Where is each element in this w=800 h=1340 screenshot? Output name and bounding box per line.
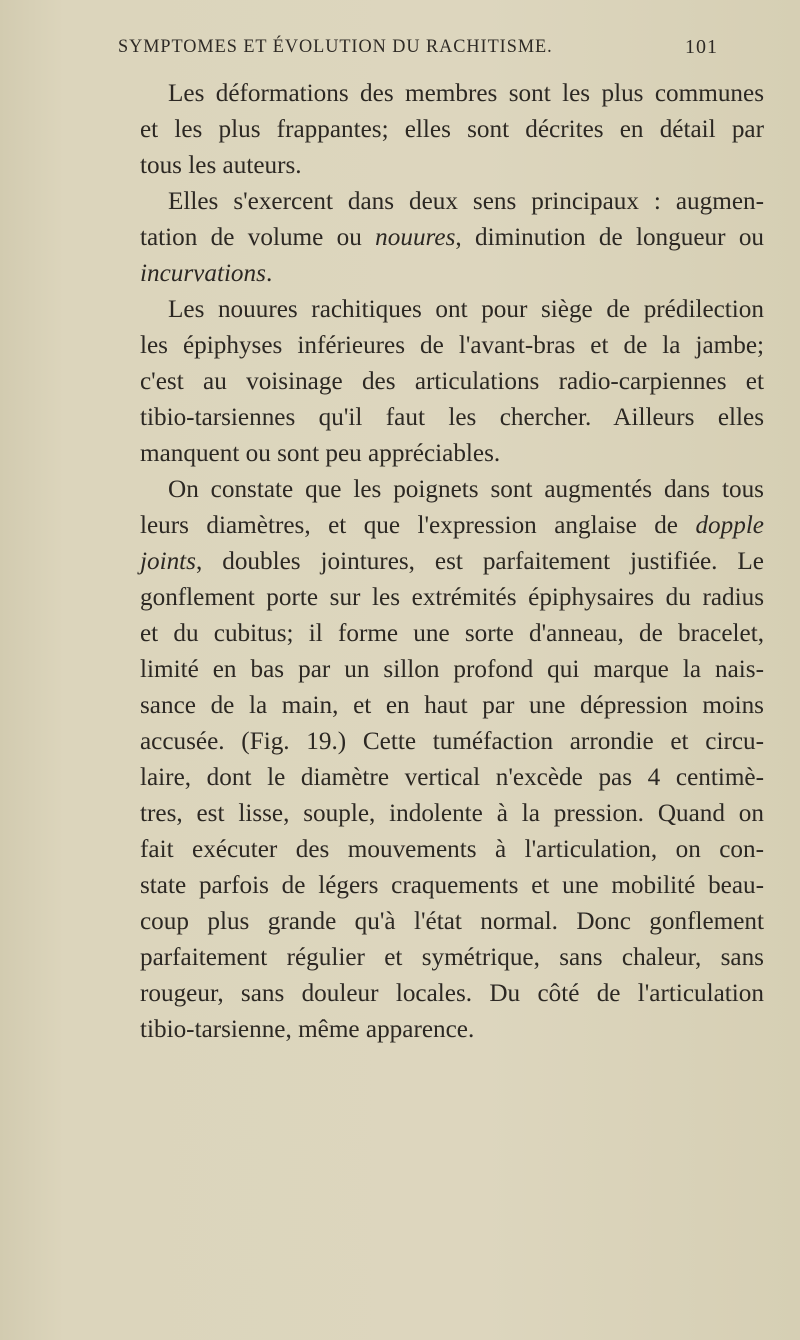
italic-term: dopple xyxy=(695,512,764,539)
text-line xyxy=(140,148,764,184)
text-line xyxy=(140,940,764,976)
text-run: gonflement porte sur les extrémités épiphysaires du radius xyxy=(140,584,764,611)
text-run: rougeur, sans douleur locales. Du côté de l'articulation xyxy=(140,980,764,1007)
text-run: les épiphyses inférieures de l'avant-bras et de la jambe; xyxy=(140,332,764,359)
body-text xyxy=(140,76,764,1048)
text-run: manquent ou sont peu appréciables. xyxy=(140,440,501,467)
text-line xyxy=(140,76,764,112)
italic-term: incurvations xyxy=(140,260,266,287)
text-run: Les nouures rachitiques ont pour siège de prédilection xyxy=(168,296,764,323)
text-run: Les déformations des membres sont les plus communes xyxy=(168,80,764,107)
text-line xyxy=(140,616,764,652)
text-run: leurs diamètres, et que l'expression anglaise de xyxy=(140,512,696,539)
italic-term: nouures xyxy=(375,224,456,251)
text-run: sance de la main, et en haut par une dépression moins xyxy=(140,692,764,719)
text-run: tibio-tarsienne, même apparence. xyxy=(140,1016,475,1043)
text-run: , diminution de longueur ou xyxy=(455,224,765,251)
text-line xyxy=(140,1012,764,1048)
text-line xyxy=(140,760,764,796)
text-line xyxy=(140,472,764,508)
text-line xyxy=(140,292,764,328)
text-line xyxy=(140,184,764,220)
text-run: parfaitement régulier et symétrique, sans chaleur, sans xyxy=(140,944,764,971)
text-run: c'est au voisinage des articulations radio-carpiennes et xyxy=(140,368,764,395)
text-run: tibio-tarsiennes qu'il faut les chercher. Ailleurs elles xyxy=(140,404,764,431)
text-line xyxy=(140,976,764,1012)
text-line xyxy=(140,904,764,940)
text-run: tous les auteurs. xyxy=(140,152,302,179)
text-line xyxy=(140,580,764,616)
text-line xyxy=(140,652,764,688)
text-run: et les plus frappantes; elles sont décrites en détail par xyxy=(140,116,764,143)
running-header xyxy=(118,36,718,68)
text-run: tres, est lisse, souple, indolente à la pression. Quand on xyxy=(140,800,764,827)
text-run: accusée. (Fig. 19.) Cette tuméfaction arrondie et circu- xyxy=(140,728,764,755)
text-line xyxy=(140,112,764,148)
text-run: fait exécuter des mouvements à l'articulation, on con- xyxy=(140,836,764,863)
text-line xyxy=(140,328,764,364)
text-run: On constate que les poignets sont augmentés dans tous xyxy=(168,476,764,503)
text-line xyxy=(140,364,764,400)
text-run: state parfois de légers craquements et une mobilité beau- xyxy=(140,872,764,899)
italic-term: joints xyxy=(140,548,196,575)
text-line xyxy=(140,688,764,724)
text-run: , doubles jointures, est parfaitement justifiée. Le xyxy=(195,548,764,575)
text-run: limité en bas par un sillon profond qui marque la nais- xyxy=(140,656,764,683)
text-line xyxy=(140,796,764,832)
text-line xyxy=(140,832,764,868)
text-run: laire, dont le diamètre vertical n'excède pas 4 centimè- xyxy=(140,764,764,791)
text-line xyxy=(140,220,764,256)
text-run: et du cubitus; il forme une sorte d'anneau, de bracelet, xyxy=(140,620,764,647)
text-line xyxy=(140,544,764,580)
text-line xyxy=(140,868,764,904)
text-line xyxy=(140,256,764,292)
text-run: coup plus grande qu'à l'état normal. Donc gonflement xyxy=(140,908,764,935)
text-line xyxy=(140,436,764,472)
text-run: tation de volume ou xyxy=(140,224,376,251)
running-title: SYMPTOMES ET ÉVOLUTION DU RACHITISME. xyxy=(118,36,553,57)
page-number: 101 xyxy=(685,36,718,58)
text-run: . xyxy=(265,260,273,287)
text-line xyxy=(140,724,764,760)
text-line xyxy=(140,508,764,544)
text-run: Elles s'exercent dans deux sens principaux : augmen- xyxy=(168,188,764,215)
text-line xyxy=(140,400,764,436)
